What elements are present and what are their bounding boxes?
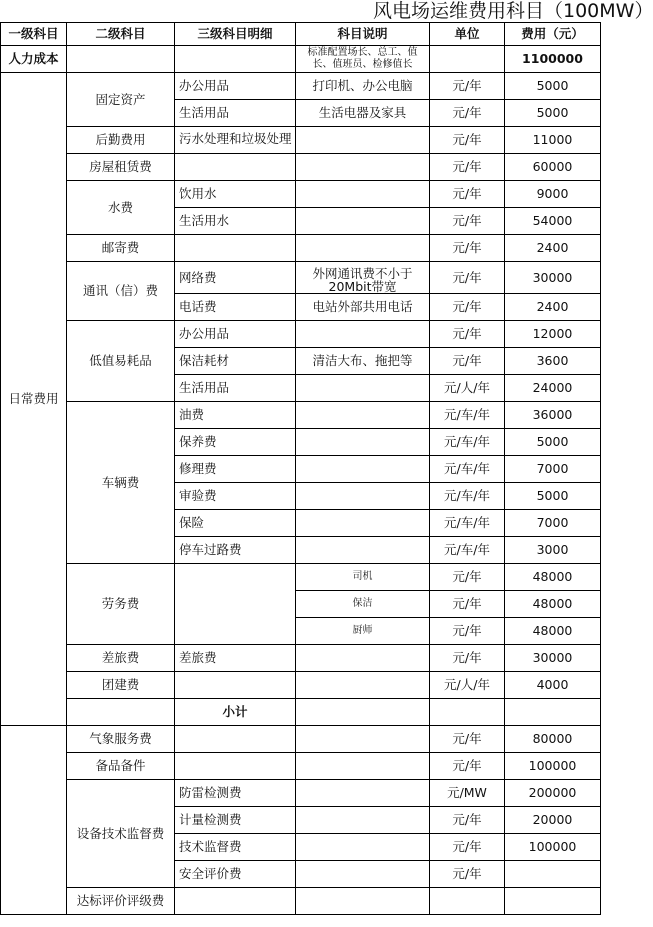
header-cost: 费用（元）	[505, 23, 601, 46]
fixed-assets-label: 固定资产	[67, 73, 175, 127]
table-row: 修理费 元/车/年 7000	[1, 456, 601, 483]
header-row	[1, 23, 601, 46]
table-row: 设备技术监督费 防雷检测费 元/MW 200000	[1, 780, 601, 807]
table-row: 备品备件 元/年 100000	[1, 753, 601, 780]
header-level1: 一级科目	[1, 23, 67, 46]
table-row: 技术监督费 元/年 100000	[1, 834, 601, 861]
table-row: 后勤费用 污水处理和垃圾处理 元/年 11000	[1, 127, 601, 154]
table-row: 达标评价评级费	[1, 888, 601, 915]
header-level2: 二级科目	[67, 23, 175, 46]
document-title: 风电场运维费用科目（100MW）	[373, 0, 653, 22]
table-row: 气象服务费 元/年 80000	[1, 726, 601, 753]
table-row: 厨师 元/年 48000	[1, 618, 601, 645]
table-row: 生活用水 元/年 54000	[1, 208, 601, 235]
table-row: 邮寄费 元/年 2400	[1, 235, 601, 262]
table-row: 保洁耗材 清洁大布、拖把等 元/年 3600	[1, 348, 601, 375]
table-row: 审验费 元/车/年 5000	[1, 483, 601, 510]
table-row: 生活用品 元/人/年 24000	[1, 375, 601, 402]
header-unit: 单位	[430, 23, 505, 46]
daily-level1: 日常费用	[1, 73, 67, 726]
header-description: 科目说明	[296, 23, 430, 46]
table-row: 劳务费 司机 元/年 48000	[1, 564, 601, 591]
table-row: 生活用品 生活电器及家具 元/年 5000	[1, 100, 601, 127]
table-row: 安全评价费 元/年	[1, 861, 601, 888]
table-row: 通讯（信）费 网络费 外网通讯费不小于20Mbit带宽 元/年 30000	[1, 262, 601, 294]
labor-cost: 1100000	[505, 46, 601, 73]
table-row: 日常费用 固定资产 办公用品 打印机、办公电脑 元/年 5000	[1, 73, 601, 100]
table-row: 车辆费 油费 元/车/年 36000	[1, 402, 601, 429]
table-row: 差旅费 差旅费 元/年 30000	[1, 645, 601, 672]
table-row: 水费 饮用水 元/年 9000	[1, 181, 601, 208]
table-row: 团建费 元/人/年 4000	[1, 672, 601, 699]
table-row: 房屋租赁费 元/年 60000	[1, 154, 601, 181]
table-row: 保险 元/车/年 7000	[1, 510, 601, 537]
table-row: 停车过路费 元/车/年 3000	[1, 537, 601, 564]
cost-table	[0, 22, 601, 915]
labor-level1: 人力成本	[1, 46, 67, 73]
table-row: 计量检测费 元/年 20000	[1, 807, 601, 834]
header-level3: 三级科目明细	[175, 23, 296, 46]
table-row: 保洁 元/年 48000	[1, 591, 601, 618]
labor-note: 标准配置场长、总工、值长、值班员、检修值长	[296, 46, 430, 73]
subtotal-label: 小计	[175, 699, 296, 726]
subtotal-row	[1, 699, 601, 726]
table-row: 低值易耗品 办公用品 元/年 12000	[1, 321, 601, 348]
table-row: 保养费 元/车/年 5000	[1, 429, 601, 456]
table-row	[1, 46, 601, 73]
table-row: 电话费 电站外部共用电话 元/年 2400	[1, 294, 601, 321]
